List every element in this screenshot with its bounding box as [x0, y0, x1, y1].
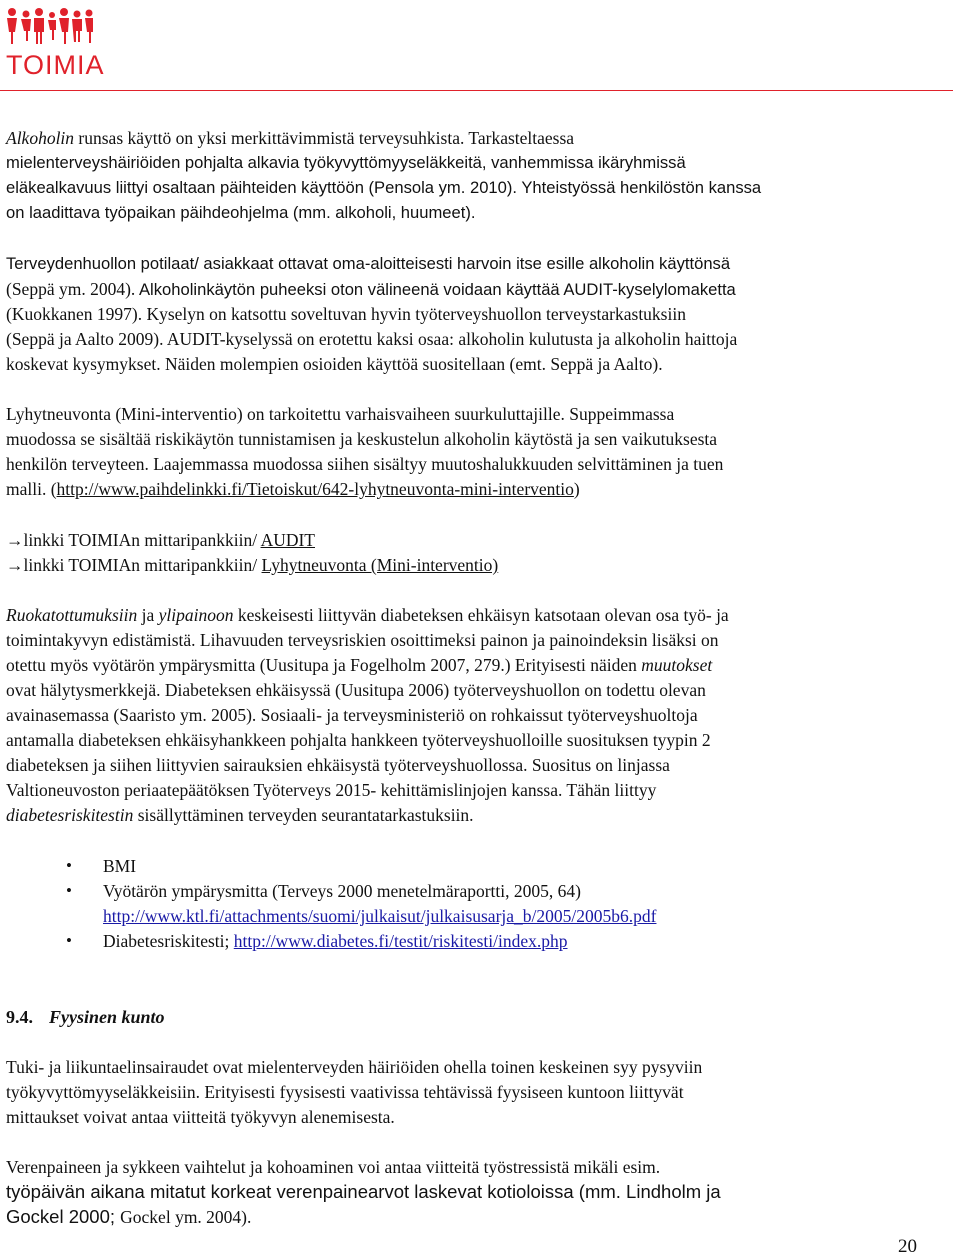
link-row-audit [6, 530, 315, 550]
text-line [6, 1207, 251, 1227]
text-line: mielenterveyshäiriöiden pohjalta alkavia työkyvyttömyyseläkkeitä, vanhemmissa ikäryhmissä [6, 153, 686, 172]
text-line: (Seppä ja Aalto 2009). AUDIT-kyselyssä on erotettu kaksi osaa: alkoholin kulutusta ja alkoholin haittoja [6, 329, 738, 349]
list-item [103, 931, 568, 951]
italic-term: muutokset [641, 655, 713, 675]
text: linkki TOIMIAn mittaripankkiin/ [23, 530, 261, 550]
text: Alkoholinkäytön puheeksi oton välineenä voidaan käyttää AUDIT-kyselylomaketta [135, 280, 736, 299]
text: Yhteistyössä henkilöstön kanssa [517, 178, 762, 197]
text: Gockel ym. 2004). [120, 1207, 252, 1227]
audit-link[interactable]: AUDIT [260, 530, 315, 550]
list-item-link-line [103, 906, 656, 926]
bullet-icon: • [66, 856, 72, 875]
list-item: BMI [103, 856, 137, 876]
text-line: on laadittava työpaikan päihdeohjelma (mm. alkoholi, huumeet). [6, 203, 476, 222]
text: Diabetesriskitesti; [103, 931, 234, 951]
text: ) [573, 479, 580, 499]
text-line: antamalla diabeteksen ehkäisyhankkeen pohjalta hankkeen työterveyshuolloille suosituksen tyypin 2 [6, 730, 711, 750]
text: sisällyttäminen terveyden seurantatarkastuksiin. [133, 805, 474, 825]
italic-term: Alkoholin [6, 128, 75, 148]
text-line: Valtioneuvoston periaatepäätöksen Työterveys 2015- kehittämislinjojen kanssa. Tähän liittyy [6, 780, 657, 800]
text-line: työpäivän aikana mitatut korkeat verenpainearvot laskevat kotioloissa (mm. Lindholm ja [6, 1181, 721, 1202]
paihdelinkki-link[interactable]: http://www.paihdelinkki.fi/Tietoiskut/642-lyhytneuvonta-mini-interventio [56, 479, 574, 499]
text: otettu myös vyötärön ympärysmitta (Uusitupa ja Fogelholm 2007, 279.) Erityisesti näiden [6, 655, 642, 675]
bullet-icon: • [66, 881, 72, 900]
arrow-right-icon: → [6, 555, 24, 575]
text: runsas käyttö on yksi merkittävimmistä terveysuhkista. Tarkasteltaessa [74, 128, 575, 148]
text-line: (Kuokkanen 1997). Kyselyn on katsottu soveltuvan hyvin työterveyshuollon terveystarkastuksiin [6, 304, 686, 324]
text-line [6, 178, 761, 198]
text-line: avainasemassa (Saaristo ym. 2005). Sosiaali- ja terveysministeriö on rohkaissut työterveyshuoltoja [6, 705, 698, 725]
text-line [6, 279, 736, 300]
text: keskeisesti liittyvän diabeteksen ehkäisyn katsotaan olevan osa työ- ja [233, 605, 729, 625]
text-line [6, 128, 574, 148]
list-item: Vyötärön ympärysmitta (Terveys 2000 menetelmäraportti, 2005, 64) [103, 881, 581, 901]
text-line: Terveydenhuollon potilaat/ asiakkaat ottavat oma-aloitteisesti harvoin itse esille alkoholin käyttönsä [6, 254, 731, 273]
section-number: 9.4. [6, 1007, 33, 1027]
section-title: Fyysinen kunto [49, 1007, 165, 1027]
page-number: 20 [898, 1236, 917, 1257]
text-line: työkyvyttömyyseläkkeisiin. Erityisesti fyysisesti vaativissa tehtävissä fyysiseen kuntoon liittyvät [6, 1082, 684, 1102]
text-line [6, 805, 474, 825]
link-row-mini-intervention [6, 555, 498, 575]
text-line: koskevat kysymykset. Näiden molempien osioiden käyttöä suositellaan (emt. Seppä ja Aalto). [6, 354, 663, 374]
text: linkki TOIMIAn mittaripankkiin/ [23, 555, 262, 575]
text-line: muodossa se sisältää riskikäytön tunnistamisen ja keskustelun alkoholin käytöstä ja sen vaikutuksesta [6, 429, 718, 449]
text-line: Tuki- ja liikuntaelinsairaudet ovat mielenterveyden häiriöiden ohella toinen keskeinen syy pysyviin [6, 1057, 703, 1077]
text-line [6, 479, 580, 499]
text: eläkealkavuus liittyi osaltaan päihteiden käyttöön (Pensola ym. 2010). [6, 178, 518, 197]
text-line: henkilön terveyteen. Laajemmassa muodossa siihen sisältyy muutoshalukkuuden selvittäminen ja tuen [6, 454, 724, 474]
text-line: ovat hälytysmerkkejä. Diabeteksen ehkäisyssä (Uusitupa 2006) työterveyshuollon on todettu olevan [6, 680, 706, 700]
header-divider [0, 90, 953, 91]
text-line: Lyhytneuvonta (Mini-interventio) on tarkoitettu varhaisvaiheen suurkuluttajille. Suppeimmassa [6, 404, 675, 424]
text: Gockel 2000; [6, 1206, 121, 1227]
text: (Seppä ym. 2004). [6, 279, 136, 299]
ktl-report-link[interactable]: http://www.ktl.fi/attachments/suomi/julkaisut/julkaisusarja_b/2005/2005b6.pdf [103, 906, 657, 926]
text-line: toimintakyvyn edistämistä. Lihavuuden terveysriskien osoittimeksi painon ja painoindeksin lisäksi on [6, 630, 719, 650]
section-heading [6, 1007, 165, 1027]
people-figures-icon [6, 6, 94, 46]
text-line [6, 655, 712, 675]
text-line [6, 605, 729, 625]
logo-text: TOIMIA [6, 50, 105, 80]
text-line: Verenpaineen ja sykkeen vaihtelut ja kohoaminen voi antaa viitteitä työstressistä mikäli esim. [6, 1157, 661, 1177]
diabetes-risk-test-link[interactable]: http://www.diabetes.fi/testit/riskitesti/index.php [233, 931, 568, 951]
italic-term: Ruokatottumuksiin [6, 605, 138, 625]
mini-intervention-link[interactable]: Lyhytneuvonta (Mini-interventio) [261, 555, 499, 575]
text: malli. ( [6, 479, 57, 499]
bullet-icon: • [66, 931, 72, 950]
text: ja [137, 605, 159, 625]
arrow-right-icon: → [6, 530, 24, 550]
text-line: diabeteksen ja siihen liittyvien sairauksien ehkäisystä työterveyshuollossa. Suositus on linjassa [6, 755, 670, 775]
italic-term: diabetesriskitestin [6, 805, 134, 825]
text-line: mittaukset voivat antaa viitteitä työkyvyn alenemisesta. [6, 1107, 395, 1127]
italic-term: ylipainoon [158, 605, 234, 625]
